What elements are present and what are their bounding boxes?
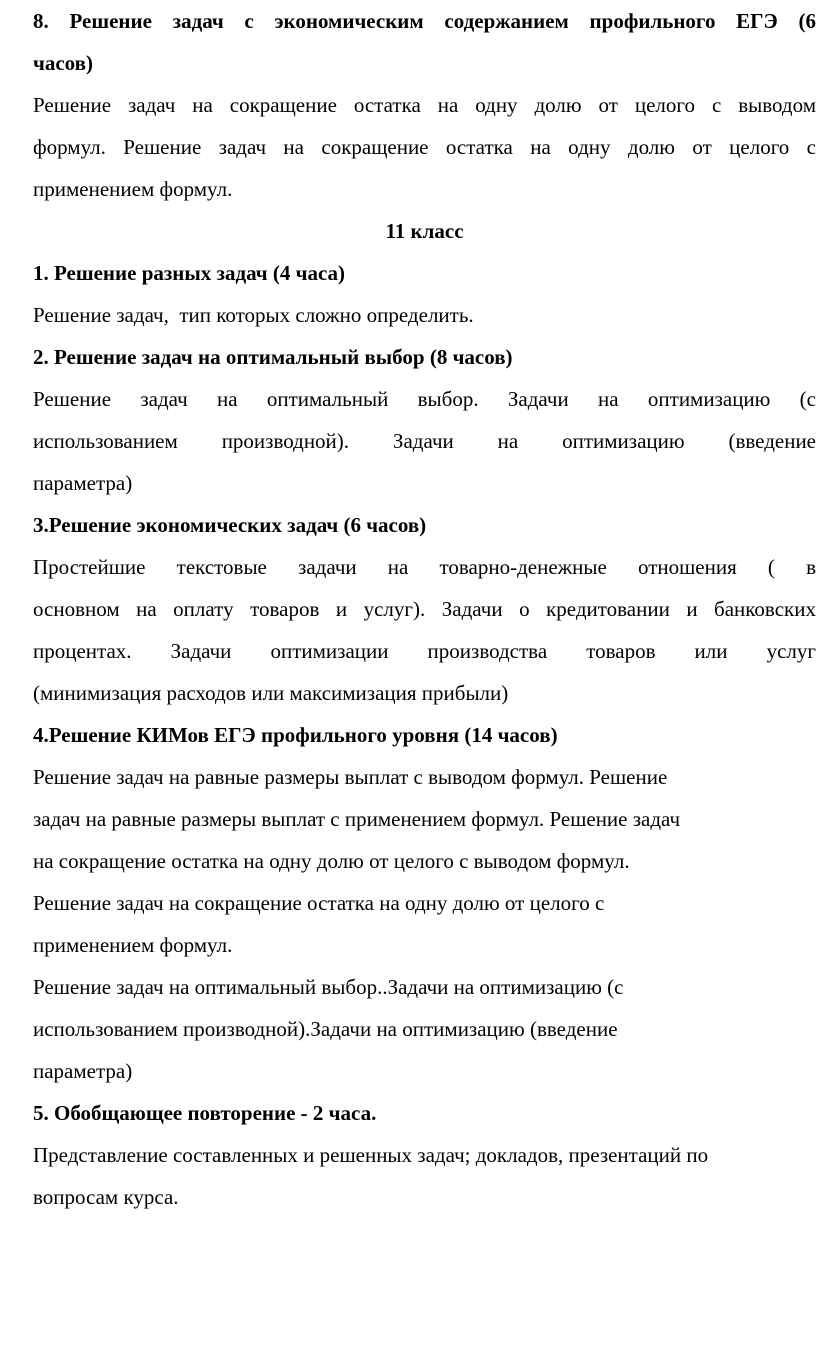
section-5-heading: 5. Обобщающее повторение - 2 часа. bbox=[33, 1101, 377, 1125]
section-4-body-line: применением формул. bbox=[33, 933, 233, 957]
section-2-body bbox=[33, 378, 816, 504]
section-4-body bbox=[33, 756, 816, 1092]
document-page bbox=[33, 0, 816, 1218]
section-1-heading: 1. Решение разных задач (4 часа) bbox=[33, 261, 346, 285]
section-8-body bbox=[33, 84, 816, 210]
section-2-body-line-1: Решение задач на оптимальный выбор. Задачи на оптимизацию (с bbox=[33, 387, 816, 411]
section-3-body-line-3: процентах. Задачи оптимизации производства товаров или услуг bbox=[33, 639, 816, 663]
section-2-body-line-2: использованием производной). Задачи на оптимизацию (введение bbox=[33, 429, 816, 453]
section-4-body-line: на сокращение остатка на одну долю от целого с выводом формул. bbox=[33, 849, 630, 873]
section-3-body-line-2: основном на оплату товаров и услуг). Задачи о кредитовании и банковских bbox=[33, 597, 816, 621]
section-4-body-line: Решение задач на сокращение остатка на одну долю от целого с bbox=[33, 891, 605, 915]
section-8-heading-line-2: часов) bbox=[33, 51, 93, 75]
section-4-body-line: задач на равные размеры выплат с применением формул. Решение задач bbox=[33, 807, 681, 831]
grade-title: 11 класс bbox=[385, 219, 464, 243]
section-3-heading: 3.Решение экономических задач (6 часов) bbox=[33, 513, 427, 537]
section-8-body-line-3: применением формул. bbox=[33, 177, 233, 201]
section-8-heading bbox=[33, 0, 816, 84]
section-8-body-line-1: Решение задач на сокращение остатка на одну долю от целого с выводом bbox=[33, 93, 816, 117]
section-4-body-line: использованием производной).Задачи на оптимизацию (введение bbox=[33, 1017, 618, 1041]
section-3-body-line-1: Простейшие текстовые задачи на товарно-денежные отношения ( в bbox=[33, 555, 816, 579]
section-2-heading: 2. Решение задач на оптимальный выбор (8 часов) bbox=[33, 345, 513, 369]
section-3-body-line-4: (минимизация расходов или максимизация прибыли) bbox=[33, 681, 509, 705]
section-4-body-line: параметра) bbox=[33, 1059, 133, 1083]
section-5-body-line-1: Представление составленных и решенных задач; докладов, презентаций по bbox=[33, 1143, 709, 1167]
section-4-body-line: Решение задач на оптимальный выбор..Задачи на оптимизацию (с bbox=[33, 975, 624, 999]
section-8-body-line-2: формул. Решение задач на сокращение остатка на одну долю от целого с bbox=[33, 135, 816, 159]
section-3-body bbox=[33, 546, 816, 714]
section-8-heading-line-1: 8. Решение задач с экономическим содержанием профильного ЕГЭ (6 bbox=[33, 9, 816, 33]
section-1-body: Решение задач, тип которых сложно определить. bbox=[33, 303, 474, 327]
section-4-body-line: Решение задач на равные размеры выплат с выводом формул. Решение bbox=[33, 765, 668, 789]
section-5-body bbox=[33, 1134, 816, 1218]
section-5-body-line-2: вопросам курса. bbox=[33, 1185, 179, 1209]
section-4-heading: 4.Решение КИМов ЕГЭ профильного уровня (14 часов) bbox=[33, 723, 558, 747]
section-2-body-line-3: параметра) bbox=[33, 471, 133, 495]
